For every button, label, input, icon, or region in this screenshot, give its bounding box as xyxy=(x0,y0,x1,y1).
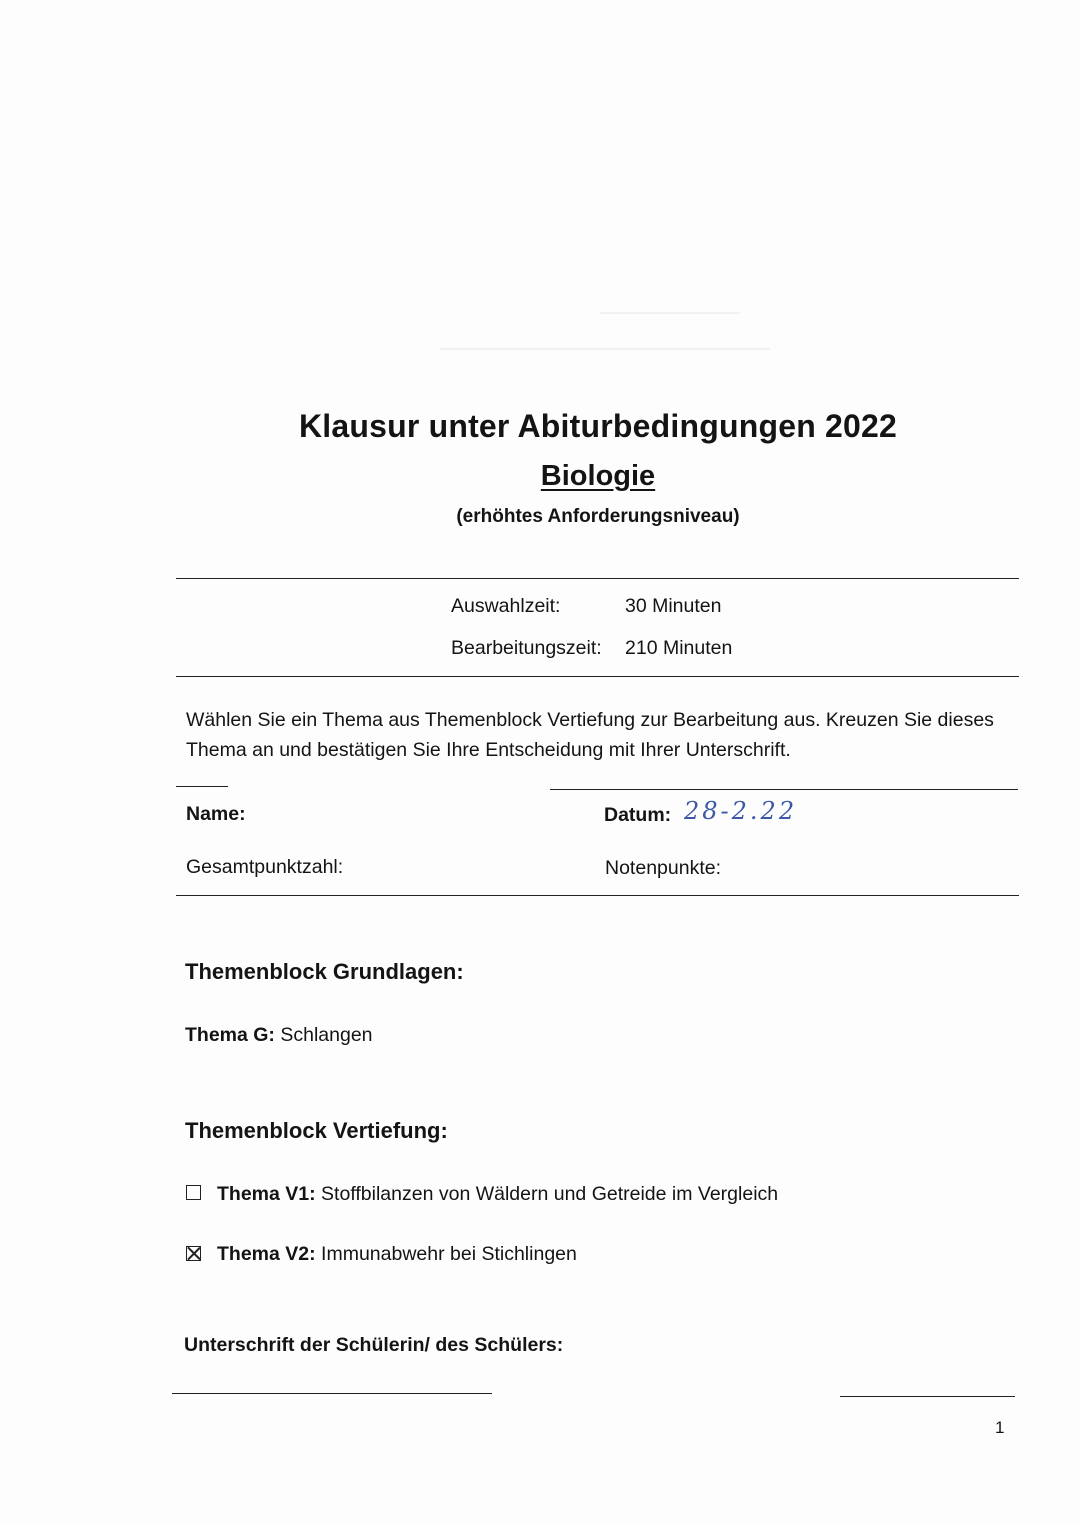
divider xyxy=(176,786,228,787)
topic-g-prefix: Thema G: xyxy=(185,1024,275,1046)
selection-time-value: 30 Minuten xyxy=(625,595,722,617)
exam-title: Klausur unter Abiturbedingungen 2022 xyxy=(298,408,898,444)
name-label: Name: xyxy=(186,803,246,825)
topic-v2-checkbox[interactable] xyxy=(186,1246,201,1261)
divider xyxy=(176,895,1019,896)
exam-level: (erhöhtes Anforderungsniveau) xyxy=(456,506,740,527)
work-time-label: Bearbeitungszeit: xyxy=(451,637,602,659)
topic-v2-text: Immunabwehr bei Stichlingen xyxy=(321,1243,577,1265)
exam-subject: Biologie xyxy=(540,460,656,492)
topic-v2-prefix: Thema V2: xyxy=(217,1243,316,1265)
instructions-text: Wählen Sie ein Thema aus Themenblock Vertiefung zur Bearbeitung aus. Kreuzen Sie dieses Thema an und bestätigen Sie Ihre Entscheidung mit Ihrer Unterschrift. xyxy=(186,709,994,761)
topic-g xyxy=(185,1024,373,1047)
date-handwritten-value: 28-2.22 xyxy=(684,797,798,825)
divider xyxy=(176,676,1019,677)
scan-artifact xyxy=(440,348,770,350)
total-points-label: Gesamtpunktzahl: xyxy=(186,856,344,878)
signature-label: Unterschrift der Schülerin/ des Schülers: xyxy=(184,1334,564,1356)
advanced-heading: Themenblock Vertiefung: xyxy=(185,1118,448,1143)
divider xyxy=(550,789,1018,790)
topic-v1-checkbox[interactable] xyxy=(186,1185,201,1200)
topic-v2 xyxy=(217,1243,577,1266)
signature-line xyxy=(172,1393,492,1394)
date-label: Datum: xyxy=(604,804,672,826)
scan-artifact xyxy=(600,312,740,314)
topic-v1-prefix: Thema V1: xyxy=(217,1183,316,1205)
topic-v1-text: Stoffbilanzen von Wäldern und Getreide im Vergleich xyxy=(321,1183,779,1205)
topic-g-text: Schlangen xyxy=(280,1024,373,1046)
selection-time-label: Auswahlzeit: xyxy=(451,595,561,617)
work-time-value: 210 Minuten xyxy=(625,637,733,659)
topic-v1 xyxy=(217,1183,778,1206)
basics-heading: Themenblock Grundlagen: xyxy=(185,959,464,984)
divider xyxy=(176,578,1019,579)
signature-line xyxy=(840,1396,1015,1397)
page-number: 1 xyxy=(995,1418,1005,1437)
grade-points-label: Notenpunkte: xyxy=(605,857,722,879)
